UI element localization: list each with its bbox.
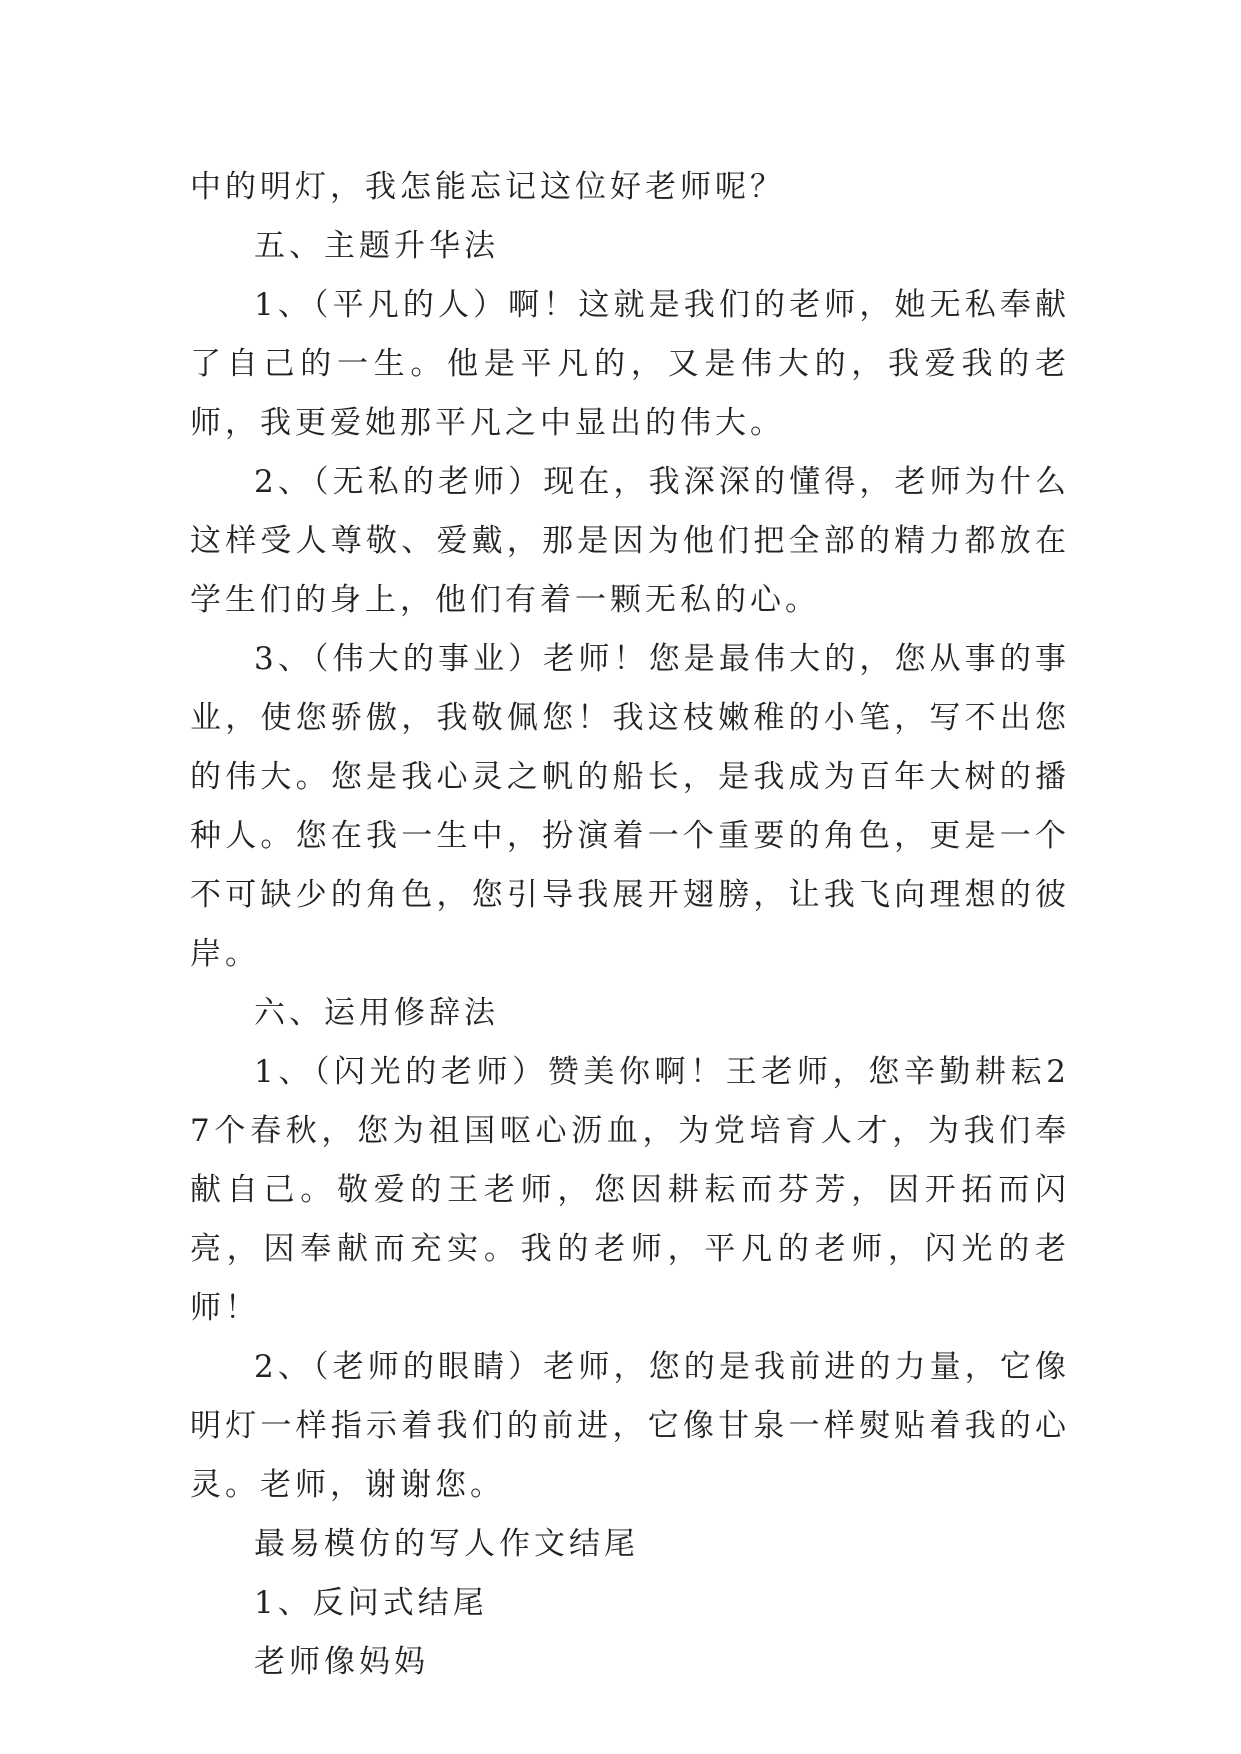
paragraph-great-cause: 3、（伟大的事业）老师！您是最伟大的，您从事的事业，使您骄傲，我敬佩您！我这枝嫩稚的小笔，写不出您的伟大。您是我心灵之帆的船长，是我成为百年大树的播种人。您在我一生中，扮演着一个重要的角色，更是一个不可缺少的角色，您引导我展开翅膀，让我飞向理想的彼岸。 bbox=[190, 641, 1070, 972]
subheading-rhetorical-question-ending: 1、反问式结尾 bbox=[254, 1585, 488, 1621]
document-body bbox=[190, 158, 1070, 1692]
paragraph-shining-teacher: 1、（闪光的老师）赞美你啊！王老师，您辛勤耕耘27个春秋，您为祖国呕心沥血，为党培育人才，为我们奉献自己。敬爱的王老师，您因耕耘而芬芳，因开拓而闪亮，因奉献而充实。我的老师，平凡的老师，闪光的老师！ bbox=[190, 1054, 1070, 1326]
paragraph-teacher-eyes: 2、（老师的眼睛）老师，您的是我前进的力量，它像明灯一样指示着我们的前进，它像甘泉一样熨贴着我的心灵。老师，谢谢您。 bbox=[190, 1349, 1070, 1503]
section-heading-theme-elevation: 五、主题升华法 bbox=[254, 228, 499, 264]
paragraph-selfless-teacher: 2、（无私的老师）现在，我深深的懂得，老师为什么这样受人尊敬、爱戴，那是因为他们把全部的精力都放在学生们的身上，他们有着一颗无私的心。 bbox=[190, 464, 1070, 618]
paragraph-continuation: 中的明灯，我怎能忘记这位好老师呢？ bbox=[190, 169, 785, 205]
section-heading-endings: 最易模仿的写人作文结尾 bbox=[254, 1526, 639, 1562]
example-title: 老师像妈妈 bbox=[254, 1644, 429, 1680]
paragraph-ordinary-person: 1、（平凡的人）啊！这就是我们的老师，她无私奉献了自己的一生。他是平凡的，又是伟大的，我爱我的老师，我更爱她那平凡之中显出的伟大。 bbox=[190, 287, 1070, 441]
section-heading-rhetoric: 六、运用修辞法 bbox=[254, 995, 499, 1031]
